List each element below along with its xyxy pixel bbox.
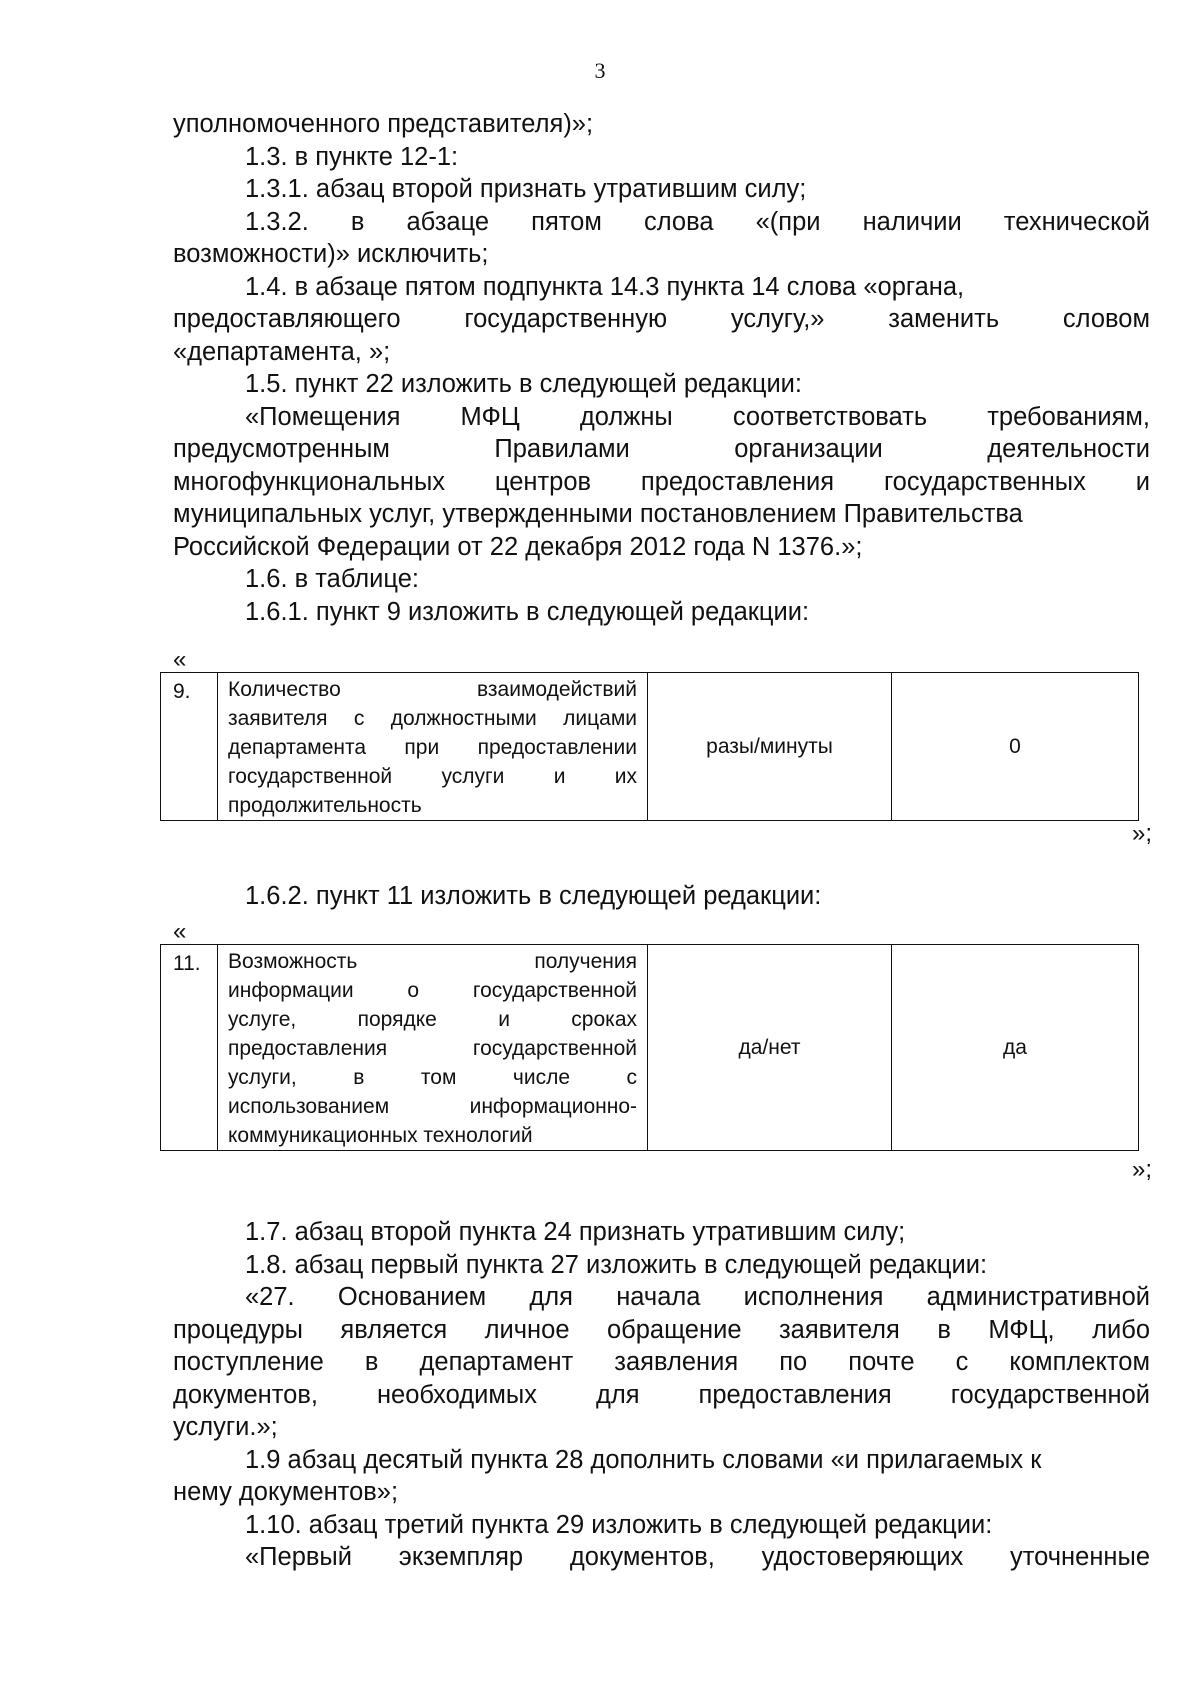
text-line: «27. Основанием для начала исполнения административной [245, 1283, 1150, 1311]
item-value: 0 [892, 673, 1139, 821]
item-number: 9. [161, 673, 218, 821]
text-line: 1.3.1. абзац второй признать утратившим силу; [245, 175, 807, 203]
description-line: департамента при предоставлении [228, 736, 637, 759]
item-description [218, 673, 648, 821]
bottom-text-block [173, 1216, 1150, 1574]
description-line: заявителя с должностными лицами [228, 707, 637, 730]
text-line: «Первый экземпляр документов, удостоверяющих уточненные [245, 1543, 1150, 1571]
closing-quote: »; [1131, 1156, 1152, 1183]
table-item-11 [160, 944, 1139, 1151]
description-line: услуге, порядке и сроках [228, 1008, 637, 1031]
text-line: 1.6.1. пункт 9 изложить в следующей редакции: [245, 597, 810, 626]
text-line: 1.8. абзац первый пункта 27 изложить в следующей редакции: [245, 1250, 988, 1279]
text-line: процедуры является личное обращение заявителя в МФЦ, либо [173, 1315, 1150, 1344]
text-line: 1.9 абзац десятый пункта 28 дополнить словами «и прилагаемых к [245, 1445, 1042, 1474]
table-row [161, 945, 1139, 1151]
table-item-9 [160, 672, 1139, 821]
opening-quote: « [173, 918, 187, 945]
text-line: 1.3. в пункте 12-1: [245, 142, 459, 171]
text-line: 1.5. пункт 22 изложить в следующей редакции: [245, 370, 803, 398]
top-text-block [173, 108, 1150, 628]
text-line: 1.4. в абзаце пятом подпункта 14.3 пункта 14 слова «органа, [245, 272, 965, 301]
text-line: нему документов»; [173, 1478, 399, 1506]
description-line: использованием информационно- [228, 1095, 637, 1118]
text-line: Российской Федерации от 22 декабря 2012 года N 1376.»; [173, 532, 863, 561]
description-line: коммуникационных технологий [228, 1124, 533, 1147]
text-line: возможности)» исключить; [173, 240, 489, 268]
text-line: предоставляющего государственную услугу,» заменить словом [173, 305, 1150, 333]
item-description [218, 945, 648, 1151]
table-row [161, 673, 1139, 821]
text-line: 1.6. в таблице: [245, 565, 419, 593]
description-line: услуги, в том числе с [228, 1066, 637, 1089]
description-line: предоставления государственной [228, 1037, 637, 1060]
opening-quote: « [173, 646, 187, 673]
text-line: 1.6.2. пункт 11 изложить в следующей редакции: [245, 882, 822, 910]
item-value: да [892, 945, 1139, 1151]
description-line: Количество взаимодействий [228, 678, 637, 701]
text-line: 1.7. абзац второй пункта 24 признать утратившим силу; [245, 1218, 906, 1246]
text-line: «департамента, »; [173, 337, 391, 366]
text-line: предусмотренным Правилами организации деятельности [173, 435, 1150, 463]
text-line: муниципальных услуг, утвержденными постановлением Правительства [173, 500, 1023, 528]
text-line: документов, необходимых для предоставления государственной [173, 1380, 1150, 1409]
mid-text-block [173, 880, 1150, 913]
text-line: услуги.»; [173, 1413, 278, 1441]
text-line: 1.10. абзац третий пункта 29 изложить в следующей редакции: [245, 1510, 993, 1539]
text-line: поступление в департамент заявления по почте с комплектом [173, 1348, 1150, 1376]
description-line: информации о государственной [228, 979, 637, 1002]
item-unit: да/нет [648, 945, 892, 1151]
item-number: 11. [161, 945, 218, 1151]
text-line: «Помещения МФЦ должны соответствовать требованиям, [245, 402, 1150, 431]
item-unit: разы/минуты [648, 673, 892, 821]
text-line: уполномоченного представителя)»; [173, 110, 594, 138]
text-line: 1.3.2. в абзаце пятом слова «(при наличии технической [245, 207, 1150, 236]
text-line: многофункциональных центров предоставления государственных и [173, 467, 1150, 496]
page-number: 3 [594, 58, 606, 83]
description-line: Возможность получения [228, 950, 637, 973]
description-line: государственной услуги и их [228, 765, 637, 788]
description-line: продолжительность [228, 794, 422, 817]
closing-quote: »; [1131, 820, 1152, 847]
